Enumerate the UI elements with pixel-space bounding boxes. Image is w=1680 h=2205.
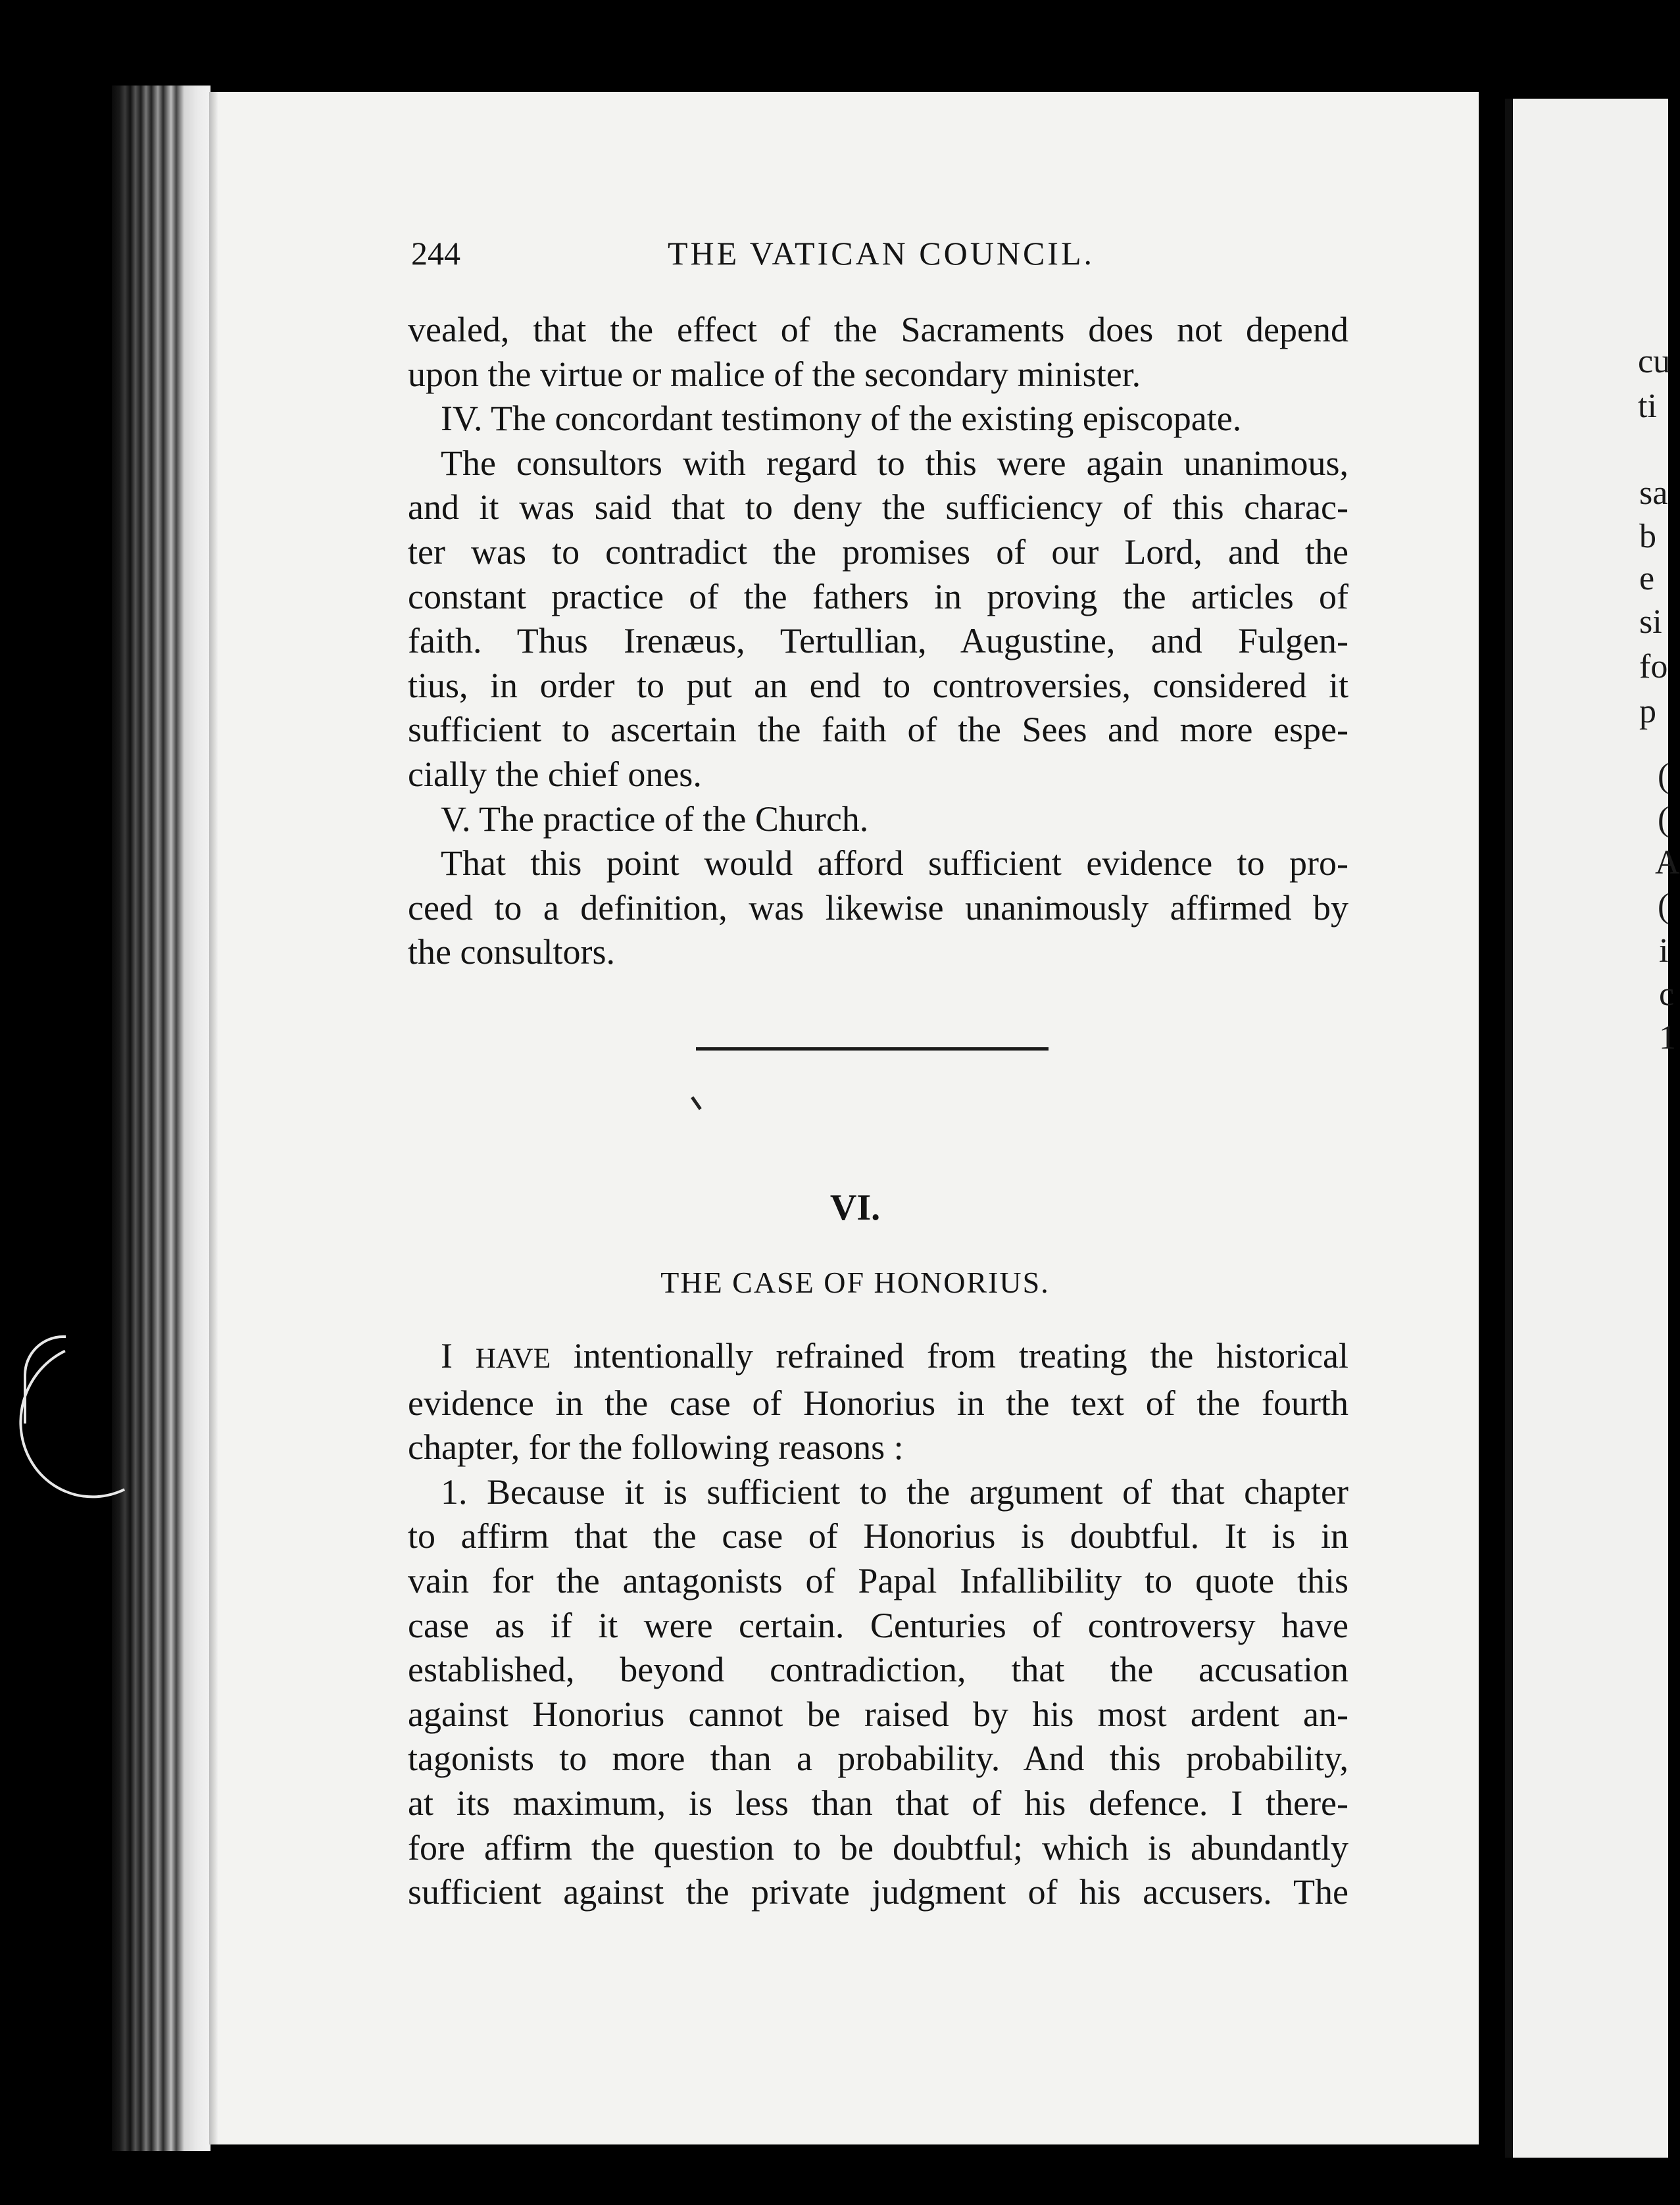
section-divider-rule <box>696 1047 1049 1051</box>
text-line: upon the virtue or malice of the secondary minister. <box>408 354 1141 394</box>
text-line: fore affirm the question to be doubtful; which is abundantly <box>408 1827 1348 1868</box>
book-spine-edge <box>112 86 210 2151</box>
right-page-text-fragment: b <box>1639 518 1656 555</box>
text-line: the consultors. <box>408 932 615 972</box>
right-page-text-fragment: 1 <box>1659 1019 1676 1056</box>
text-line: tius, in order to put an end to controversies, considered it <box>408 665 1348 705</box>
running-title: THE VATICAN COUNCIL. <box>668 235 1095 272</box>
text-line: sufficient against the private judgment of his accusers. The <box>408 1872 1348 1912</box>
text-block-top <box>408 308 1348 975</box>
text-line: ceed to a definition, was likewise unanimously affirmed by <box>408 887 1348 928</box>
text-line: constant practice of the fathers in proving the articles of <box>408 576 1348 616</box>
section-number: VI. <box>829 1187 881 1228</box>
center-gutter <box>1505 99 1513 2158</box>
text-line: vealed, that the effect of the Sacraments does not depend <box>408 310 1348 349</box>
text-line: IV. The concordant testimony of the existing episcopate. <box>441 399 1242 439</box>
text-line: 1. Because it is sufficient to the argument of that chapter <box>441 1472 1348 1512</box>
right-page-text-fragment: ( <box>1658 801 1669 838</box>
right-page-text-fragment: cu <box>1638 343 1671 380</box>
right-page-text-fragment: e <box>1639 560 1655 597</box>
running-head <box>411 230 1108 276</box>
page-number: 244 <box>411 235 460 272</box>
text-line: sufficient to ascertain the faith of the Sees and more espe- <box>408 710 1348 750</box>
text-line: cially the chief ones. <box>408 754 702 794</box>
initial-word: I <box>441 1336 453 1375</box>
text-line: to affirm that the case of Honorius is doubtful. It is in <box>408 1516 1348 1556</box>
text-line: vain for the antagonists of Papal Infallibility to quote this <box>408 1560 1348 1600</box>
text-line: and it was said that to deny the sufficiency of this charac- <box>408 487 1348 528</box>
margin-pencil-mark-arc <box>24 1335 66 1424</box>
right-page-text-fragment: sa <box>1639 474 1668 512</box>
text-block-bottom <box>408 1334 1348 1915</box>
first-line-rest: intentionally refrained from treating the historical <box>551 1336 1348 1375</box>
text-line: That this point would afford sufficient evidence to pro- <box>441 843 1348 883</box>
text-line: evidence in the case of Honorius in the text of the fourth <box>408 1383 1348 1423</box>
text-line: established, beyond contradiction, that the accusation <box>408 1650 1348 1690</box>
smallcaps-word: HAVE <box>475 1343 551 1374</box>
right-page-text-fragment: ti <box>1638 387 1657 425</box>
text-line: at its maximum, is less than that of his defence. I there- <box>408 1783 1348 1823</box>
text-line: faith. Thus Irenæus, Tertullian, Augustine, and Fulgen- <box>408 621 1348 661</box>
right-page-text-fragment: ( <box>1658 757 1669 795</box>
text-line: against Honorius cannot be raised by his most ardent an- <box>408 1694 1348 1734</box>
right-page-text-fragment: A <box>1655 844 1680 881</box>
text-line-first <box>408 1334 1348 1381</box>
right-page-text-fragment: i <box>1659 932 1669 970</box>
right-page-text-fragment: fo <box>1639 648 1668 685</box>
right-page-text-fragment: si <box>1639 603 1662 641</box>
right-page-text-fragment: c <box>1659 976 1675 1013</box>
section-title: THE CASE OF HONORIUS. <box>660 1266 1050 1299</box>
text-line: tagonists to more than a probability. And this probability, <box>408 1739 1348 1779</box>
text-line: V. The practice of the Church. <box>441 799 869 839</box>
page-gutter-shadow <box>209 92 218 2144</box>
right-page-text-fragment: ( <box>1658 887 1669 925</box>
right-page-fragment <box>1513 99 1680 2158</box>
text-line: case as if it were certain. Centuries of controversy have <box>408 1605 1348 1645</box>
text-line: ter was to contradict the promises of our Lord, and the <box>408 532 1348 572</box>
text-line: chapter, for the following reasons : <box>408 1427 904 1468</box>
text-line: The consultors with regard to this were again unanimous, <box>441 443 1348 483</box>
right-page-text-fragment: p <box>1639 693 1656 730</box>
